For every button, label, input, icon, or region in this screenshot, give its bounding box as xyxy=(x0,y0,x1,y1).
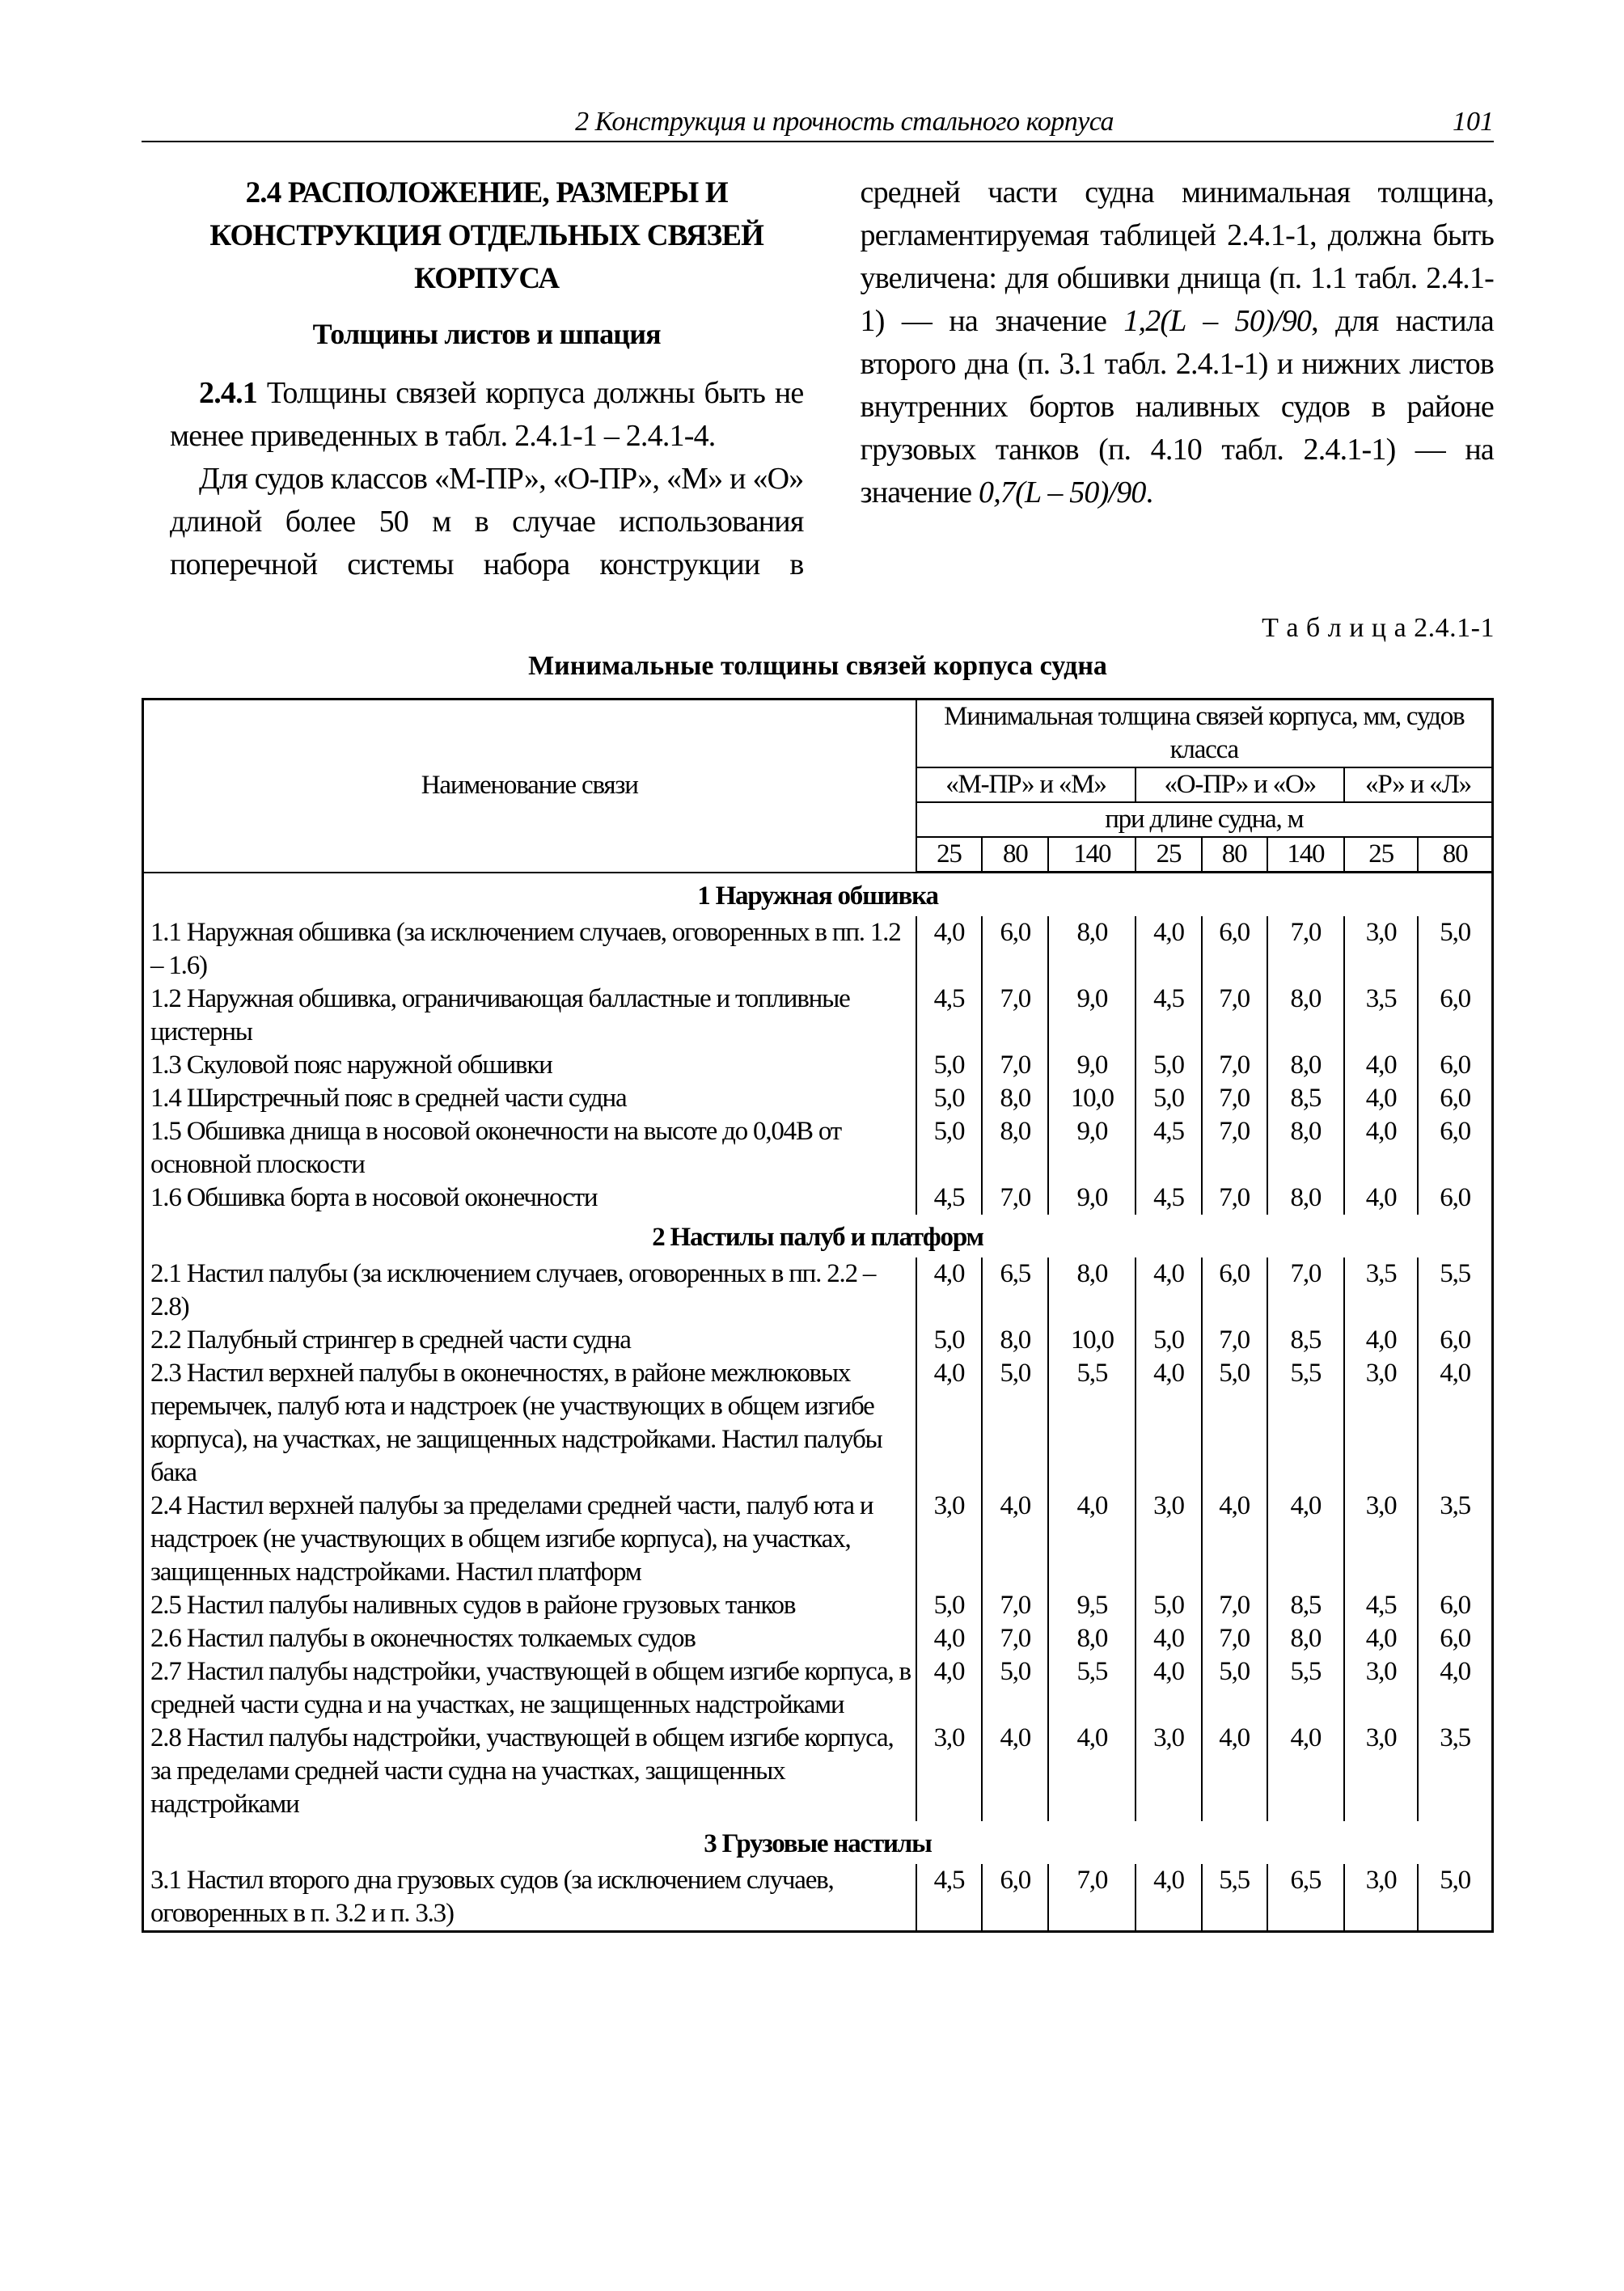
thickness-value: 4,5 xyxy=(1136,983,1201,1049)
item-name: 2.6 Настил палубы в оконечностях толкаемых судов xyxy=(150,1624,696,1653)
thickness-value: 4,5 xyxy=(916,1181,983,1215)
header-thickness: Минимальная толщина связей корпуса, мм, судов класса xyxy=(916,700,1493,768)
left-column xyxy=(170,171,1494,592)
table-label: Т а б л и ц а 2.4.1-1 xyxy=(1262,613,1495,643)
thickness-value: 4,5 xyxy=(916,1864,983,1932)
table-row xyxy=(143,1622,1493,1655)
thickness-value: 5,0 xyxy=(916,1324,983,1357)
header-length-value: 140 xyxy=(1048,837,1136,873)
thickness-value: 4,0 xyxy=(982,1722,1048,1821)
subsection-title: Толщины листов и шпация xyxy=(312,318,661,350)
section-row xyxy=(143,873,1493,917)
thickness-value: 4,0 xyxy=(1344,1622,1418,1655)
item-name: 2.2 Палубный стрингер в средней части судна xyxy=(150,1325,631,1355)
thickness-value: 4,0 xyxy=(1136,1655,1201,1722)
table-row xyxy=(143,1115,1493,1181)
table-row xyxy=(143,1589,1493,1622)
thickness-value: 7,0 xyxy=(982,1181,1048,1215)
header-length-value: 80 xyxy=(1202,837,1267,873)
thickness-value: 4,5 xyxy=(1344,1589,1418,1622)
thickness-value: 5,0 xyxy=(982,1655,1048,1722)
thickness-value: 6,0 xyxy=(1202,1258,1267,1324)
thickness-value: 3,0 xyxy=(1136,1722,1201,1821)
header-length-value: 25 xyxy=(1344,837,1418,873)
thickness-value: 8,0 xyxy=(982,1324,1048,1357)
thickness-value: 5,0 xyxy=(916,1115,983,1181)
thickness-value: 5,0 xyxy=(916,1589,983,1622)
header-length-value: 25 xyxy=(1136,837,1201,873)
header-length-value: 25 xyxy=(916,837,983,873)
section-title: 1 Наружная обшивка xyxy=(697,881,938,911)
thickness-value: 5,0 xyxy=(1136,1589,1201,1622)
item-name: 2.5 Настил палубы наливных судов в районе грузовых танков xyxy=(150,1591,796,1620)
thickness-value: 4,0 xyxy=(1136,1864,1201,1932)
section-title: 3 Грузовые настилы xyxy=(704,1829,932,1858)
thickness-value: 8,0 xyxy=(1048,1258,1136,1324)
thickness-value: 4,0 xyxy=(1267,1490,1344,1589)
thickness-value: 8,0 xyxy=(1048,916,1136,983)
thickness-value: 7,0 xyxy=(1202,983,1267,1049)
thickness-value: 3,0 xyxy=(916,1490,983,1589)
thickness-value: 7,0 xyxy=(1048,1864,1136,1932)
thickness-value: 5,5 xyxy=(1048,1357,1136,1490)
thickness-value: 4,0 xyxy=(916,1622,983,1655)
thickness-value: 3,5 xyxy=(1344,1258,1418,1324)
table-row xyxy=(143,1082,1493,1115)
thickness-value: 3,0 xyxy=(1344,916,1418,983)
paragraph-text-c: . xyxy=(1145,476,1153,509)
thickness-value: 3,5 xyxy=(1418,1722,1492,1821)
thickness-value: 5,0 xyxy=(916,1049,983,1082)
thickness-value: 5,5 xyxy=(1418,1258,1492,1324)
thickness-value: 8,0 xyxy=(1267,983,1344,1049)
thickness-value: 5,5 xyxy=(1202,1864,1267,1932)
table-row xyxy=(143,1181,1493,1215)
item-name: 1.5 Обшивка днища в носовой оконечности на высоте до 0,04B от основной плоскости xyxy=(150,1117,841,1179)
thickness-value: 4,0 xyxy=(916,916,983,983)
paragraph-text: Толщины связей корпуса должны быть не менее приведенных в табл. 2.4.1-1 – 2.4.1-4. xyxy=(170,376,804,453)
table-row xyxy=(143,1722,1493,1821)
thickness-value: 8,0 xyxy=(1267,1049,1344,1082)
header-class: «Р» и «Л» xyxy=(1344,767,1493,802)
thickness-value: 8,0 xyxy=(982,1082,1048,1115)
table-row xyxy=(143,1049,1493,1082)
thickness-value: 4,0 xyxy=(1048,1722,1136,1821)
thickness-value: 3,0 xyxy=(1344,1655,1418,1722)
thickness-value: 6,0 xyxy=(1418,1622,1492,1655)
page-number: 101 xyxy=(1453,107,1494,137)
item-name: 2.8 Настил палубы надстройки, участвующей в общем изгибе корпуса, за пределами средней части судна на участках, защищенных надстройками xyxy=(150,1723,894,1819)
thickness-value: 5,0 xyxy=(1418,1864,1492,1932)
thickness-value: 8,0 xyxy=(982,1115,1048,1181)
table-row xyxy=(143,1655,1493,1722)
thickness-value: 7,0 xyxy=(1202,1049,1267,1082)
thickness-value: 4,0 xyxy=(916,1357,983,1490)
thickness-value: 4,0 xyxy=(1418,1655,1492,1722)
thickness-value: 5,0 xyxy=(1202,1655,1267,1722)
thickness-value: 3,5 xyxy=(1418,1490,1492,1589)
thickness-value: 10,0 xyxy=(1048,1324,1136,1357)
thickness-value: 4,0 xyxy=(1344,1049,1418,1082)
section-row xyxy=(143,1215,1493,1258)
thickness-value: 7,0 xyxy=(1202,1324,1267,1357)
paragraph-text-b: , для настила второго дна (п. 3.1 табл. 2.4.1-1) и нижних листов внутренних бортов наливных судов в районе грузовых танков (п. 4.10 табл. 2.4.1-1) — на значение xyxy=(860,304,1494,509)
table-row xyxy=(143,1357,1493,1490)
thickness-value: 7,0 xyxy=(1202,1589,1267,1622)
item-name: 1.2 Наружная обшивка, ограничивающая балластные и топливные цистерны xyxy=(150,984,850,1046)
thickness-value: 9,0 xyxy=(1048,1181,1136,1215)
section-title: 2 Настилы палуб и платформ xyxy=(652,1223,983,1252)
thickness-value: 8,0 xyxy=(1267,1115,1344,1181)
item-name: 2.1 Настил палубы (за исключением случаев, оговоренных в пп. 2.2 – 2.8) xyxy=(150,1259,876,1321)
thickness-value: 5,0 xyxy=(916,1082,983,1115)
thickness-value: 8,0 xyxy=(1267,1622,1344,1655)
thickness-value: 6,0 xyxy=(1418,1589,1492,1622)
table-row xyxy=(143,1864,1493,1932)
thickness-value: 4,0 xyxy=(1202,1722,1267,1821)
item-name: 2.7 Настил палубы надстройки, участвующей в общем изгибе корпуса, в средней части судна и на участках, не защищенных надстройками xyxy=(150,1657,911,1719)
thickness-value: 7,0 xyxy=(1202,1622,1267,1655)
thickness-value: 7,0 xyxy=(982,983,1048,1049)
header-name: Наименование связи xyxy=(143,700,916,873)
table-title: Минимальные толщины связей корпуса судна xyxy=(528,651,1107,681)
thickness-value: 4,0 xyxy=(916,1655,983,1722)
thickness-value: 4,0 xyxy=(1344,1181,1418,1215)
thickness-value: 4,5 xyxy=(1136,1181,1201,1215)
thickness-value: 5,0 xyxy=(1418,916,1492,983)
thickness-value: 3,0 xyxy=(1344,1357,1418,1490)
thickness-value: 6,0 xyxy=(982,1864,1048,1932)
thickness-value: 3,0 xyxy=(1344,1722,1418,1821)
thickness-value: 4,5 xyxy=(916,983,983,1049)
thickness-value: 3,0 xyxy=(1136,1490,1201,1589)
item-name: 1.4 Ширстречный пояс в средней части судна xyxy=(150,1084,627,1113)
thickness-value: 4,0 xyxy=(982,1490,1048,1589)
item-name: 3.1 Настил второго дна грузовых судов (за исключением случаев, оговоренных в п. 3.2 и п. 3.3) xyxy=(150,1866,834,1928)
header-length: при длине судна, м xyxy=(916,802,1493,837)
thickness-value: 4,0 xyxy=(1136,1622,1201,1655)
thickness-value: 7,0 xyxy=(1267,1258,1344,1324)
thickness-value: 5,0 xyxy=(1136,1324,1201,1357)
formula-bottom-plating: 1,2(L – 50)/90 xyxy=(1123,304,1312,338)
item-name: 1.3 Скуловой пояс наружной обшивки xyxy=(150,1050,552,1080)
header-length-value: 80 xyxy=(982,837,1048,873)
thickness-value: 9,5 xyxy=(1048,1589,1136,1622)
item-name: 1.6 Обшивка борта в носовой оконечности xyxy=(150,1183,598,1212)
thickness-value: 5,0 xyxy=(1202,1357,1267,1490)
thickness-value: 3,0 xyxy=(1344,1490,1418,1589)
thickness-value: 8,5 xyxy=(1267,1082,1344,1115)
thickness-value: 7,0 xyxy=(1202,1115,1267,1181)
thickness-value: 5,0 xyxy=(1136,1049,1201,1082)
thickness-value: 9,0 xyxy=(1048,983,1136,1049)
item-name: 2.3 Настил верхней палубы в оконечностях, в районе межлюковых перемычек, палуб юта и надстроек (не участвующих в общем изгибе корпуса), на участках, не защищенных надстройками. Настил палубы бака xyxy=(150,1359,882,1487)
thickness-value: 8,5 xyxy=(1267,1324,1344,1357)
header-class: «О-ПР» и «О» xyxy=(1136,767,1344,802)
thickness-value: 7,0 xyxy=(1202,1082,1267,1115)
thickness-value: 4,5 xyxy=(1136,1115,1201,1181)
thickness-value: 8,0 xyxy=(1048,1622,1136,1655)
thickness-value: 4,0 xyxy=(1267,1722,1344,1821)
thickness-value: 5,0 xyxy=(982,1357,1048,1490)
thickness-value: 6,0 xyxy=(982,916,1048,983)
thickness-value: 4,0 xyxy=(1136,1258,1201,1324)
thickness-value: 4,0 xyxy=(916,1258,983,1324)
thickness-value: 4,0 xyxy=(1344,1115,1418,1181)
section-row xyxy=(143,1821,1493,1864)
thickness-value: 5,0 xyxy=(1136,1082,1201,1115)
thickness-table xyxy=(142,698,1494,1933)
section-title: 2.4 РАСПОЛОЖЕНИЕ, РАЗМЕРЫ И КОНСТРУКЦИЯ ОТДЕЛЬНЫХ СВЯЗЕЙ КОРПУСА xyxy=(209,176,764,295)
table-row xyxy=(143,1258,1493,1324)
thickness-value: 3,0 xyxy=(1344,1864,1418,1932)
table-row xyxy=(143,983,1493,1049)
header-length-value: 140 xyxy=(1267,837,1344,873)
thickness-value: 6,5 xyxy=(982,1258,1048,1324)
thickness-value: 8,0 xyxy=(1267,1181,1344,1215)
thickness-value: 4,0 xyxy=(1344,1082,1418,1115)
thickness-value: 10,0 xyxy=(1048,1082,1136,1115)
thickness-value: 5,5 xyxy=(1048,1655,1136,1722)
thickness-value: 4,0 xyxy=(1418,1357,1492,1490)
header-length-value: 80 xyxy=(1418,837,1492,873)
thickness-value: 6,0 xyxy=(1418,1082,1492,1115)
paragraph-number: 2.4.1 xyxy=(199,376,258,410)
table-row xyxy=(143,1324,1493,1357)
thickness-value: 6,0 xyxy=(1202,916,1267,983)
thickness-value: 6,0 xyxy=(1418,983,1492,1049)
formula-inner-bottom: 0,7(L – 50)/90 xyxy=(979,476,1146,509)
thickness-value: 3,0 xyxy=(916,1722,983,1821)
thickness-value: 7,0 xyxy=(1202,1181,1267,1215)
thickness-value: 6,0 xyxy=(1418,1181,1492,1215)
item-name: 2.4 Настил верхней палубы за пределами средней части, палуб юта и надстроек (не участвующих в общем изгибе корпуса), на участках, защищенных надстройками. Настил платформ xyxy=(150,1491,873,1587)
thickness-value: 7,0 xyxy=(982,1589,1048,1622)
thickness-value: 6,0 xyxy=(1418,1049,1492,1082)
header-class: «М-ПР» и «М» xyxy=(916,767,1136,802)
thickness-value: 9,0 xyxy=(1048,1049,1136,1082)
thickness-value: 5,5 xyxy=(1267,1655,1344,1722)
thickness-value: 4,0 xyxy=(1136,1357,1201,1490)
running-head xyxy=(142,104,1494,142)
thickness-value: 6,0 xyxy=(1418,1324,1492,1357)
table-row xyxy=(143,1490,1493,1589)
thickness-value: 3,5 xyxy=(1344,983,1418,1049)
thickness-value: 5,5 xyxy=(1267,1357,1344,1490)
thickness-value: 9,0 xyxy=(1048,1115,1136,1181)
thickness-value: 4,0 xyxy=(1202,1490,1267,1589)
item-name: 1.1 Наружная обшивка (за исключением случаев, оговоренных в пп. 1.2 – 1.6) xyxy=(150,918,901,980)
thickness-value: 4,0 xyxy=(1344,1324,1418,1357)
thickness-value: 6,5 xyxy=(1267,1864,1344,1932)
table-row xyxy=(143,916,1493,983)
paragraph-2-4-1 xyxy=(170,372,804,458)
thickness-value: 7,0 xyxy=(1267,916,1344,983)
paragraph-text-a: Для судов классов «М-ПР», «О-ПР», «М» и «О» длиной более 50 м в случае использования поперечной системы набора конструкции в средней части судна минимальная толщина, регламентируемая таблицей 2.4.1-1, должна быть увеличена: для обшивки днища (п. 1.1 табл. 2.4.1-1) — на значение xyxy=(170,175,1494,581)
thickness-value: 7,0 xyxy=(982,1622,1048,1655)
thickness-value: 6,0 xyxy=(1418,1115,1492,1181)
thickness-value: 7,0 xyxy=(982,1049,1048,1082)
thickness-value: 8,5 xyxy=(1267,1589,1344,1622)
running-head-title: 2 Конструкция и прочность стального корпуса xyxy=(575,107,1114,137)
thickness-value: 4,0 xyxy=(1048,1490,1136,1589)
thickness-value: 4,0 xyxy=(1136,916,1201,983)
